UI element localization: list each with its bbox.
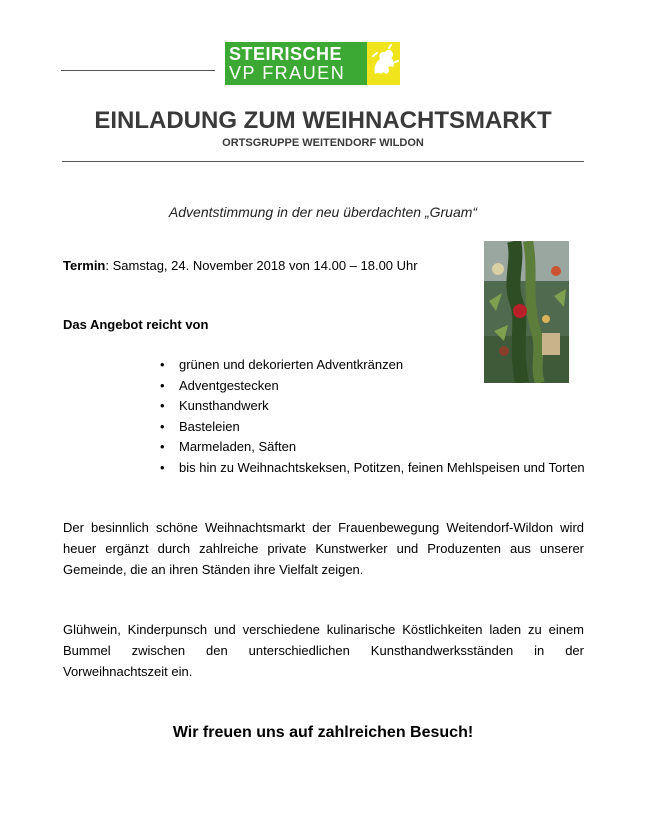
paragraph-refreshments: Glühwein, Kinderpunsch und verschiedene kulinarische Köstlichkeiten laden zu einem Bummel zwischen den unterschiedlichen Kunsthandwerksständen in der Vorweihnachtszeit ein. [63, 622, 584, 679]
list-item: • Kunsthandwerk [160, 398, 269, 414]
list-item-text: Basteleien [179, 418, 240, 434]
list-item-text: Marmeladen, Säften [179, 439, 297, 455]
list-item: • Adventgestecken [160, 377, 279, 393]
termin-label: Termin [63, 258, 106, 273]
list-item: • grünen und dekorierten Adventkränzen [160, 357, 404, 372]
list-item-text: Adventgestecken [179, 377, 279, 393]
angebot-heading: Das Angebot reicht von [63, 317, 209, 332]
list-item-text: bis hin zu Weihnachtskeksen, Potitzen, feinen Mehlspeisen und Torten [179, 459, 585, 475]
page-subtitle: ORTSGRUPPE WEITENDORF WILDON [222, 137, 424, 149]
logo-line-2: VP FRAUEN [229, 63, 346, 83]
termin-line: Termin: Samstag, 24. November 2018 von 14.00 – 18.00 Uhr [63, 258, 418, 273]
termin-value: Samstag, 24. November 2018 von 14.00 – 18.00 Uhr [112, 258, 418, 273]
list-item-text: grünen und dekorierten Adventkränzen [179, 357, 404, 372]
header-left-rule [61, 70, 215, 71]
closing-line: Wir freuen uns auf zahlreichen Besuch! [172, 724, 474, 741]
logo-line-1: STEIRISCHE [229, 44, 343, 64]
list-item-text: Kunsthandwerk [179, 398, 269, 414]
logo [225, 42, 400, 85]
paragraph-market: Der besinnlich schöne Weihnachtsmarkt der Frauenbewegung Weitendorf-Wildon wird heuer ergänzt durch zahlreiche private Kunstwerker und Produzenten aus unserer Gemeinde, die an ihren Ständen ihre Vielfalt zeigen. [63, 520, 584, 577]
page-title: EINLADUNG ZUM WEIHNACHTSMARKT [94, 107, 552, 134]
angebot-list [160, 355, 590, 479]
list-item: • Basteleien [160, 418, 240, 434]
header-divider [62, 161, 584, 162]
tagline: Adventstimmung in der neu überdachten „Gruam“ [168, 204, 478, 220]
list-item: • bis hin zu Weihnachtskeksen, Potitzen, feinen Mehlspeisen und Torten [160, 459, 585, 475]
list-item: • Marmeladen, Säften [160, 439, 297, 455]
panther-icon [367, 42, 400, 85]
